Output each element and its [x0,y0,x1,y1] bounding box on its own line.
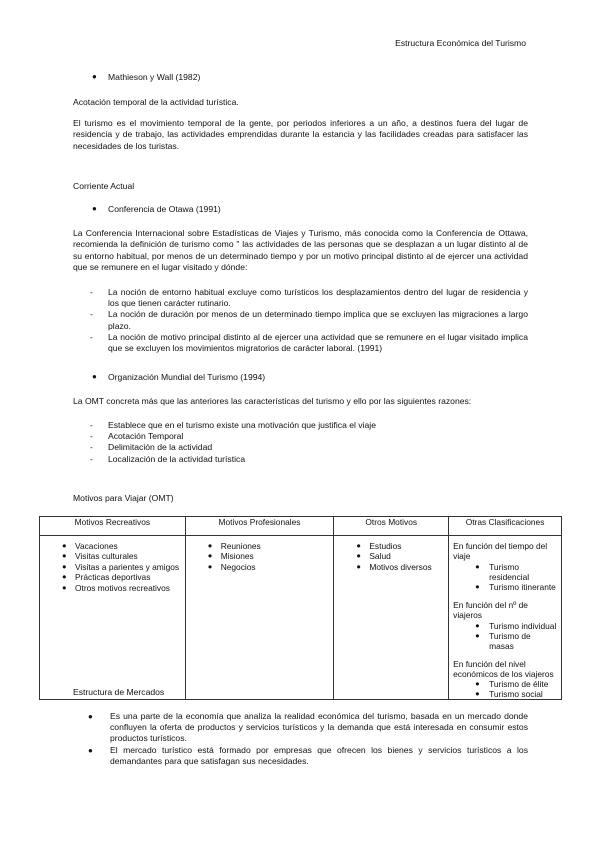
omt-reasons-list [90,420,528,465]
acotacion-heading: Acotación temporal de la actividad turística. [73,97,239,107]
list-item: ● Turismo de élite [475,679,549,690]
list-item: - Acotación Temporal [90,431,184,442]
corriente-heading: Corriente Actual [73,181,135,191]
bullet-dot-icon: ● [92,72,97,81]
ottawa-paragraph: La Conferencia Internacional sobre Estadísticas de Viajes y Turismo, más conocida como la Conferencia de Ottawa, recomienda la definición de turismo como " las actividades de las personas que se desplazan a un lugar distinto al de su entorno habitual, por menos de un determinado tiempo y por un motivo principal distinto al de ejercer una actividad que se remunere en el lugar visitado y dónde: [73,228,528,273]
mercados-list [88,711,528,767]
column-header: Otras Clasificaciones [449,517,562,536]
list-item: ● Vacaciones [62,541,118,551]
list-item: ● Es una parte de la economía que analiza la realidad económica del turismo, basada en un mercado donde confluyen la oferta de productos y servicios turísticos y la demanda que está interesada en consumir estos productos turísticos. [88,711,528,744]
list-item: ● Turismo social [475,689,543,700]
ottawa-notions-list [90,287,528,354]
list-item: - La noción de duración por menos de un determinado tiempo implica que se excluyen las migraciones a largo plazo. [90,309,528,331]
list-item: ● Motivos diversos [356,561,432,572]
list-item: ● Negocios [207,561,256,572]
list-item: ● Turismo residencial [475,561,530,582]
clasificaciones-cell [449,536,562,700]
list-item: ● Misiones [207,551,254,562]
clasificacion-group-title: En función del nº de viajeros [453,599,528,621]
bullet-dot-icon: ● [92,204,97,213]
column-header: Motivos Recreativos [40,517,186,536]
list-item: ● El mercado turístico está formado por empresas que ofrecen los bienes y servicios turísticos a los demandantes para que satisfagan sus necesidades. [88,744,528,766]
acotacion-paragraph: El turismo es el movimiento temporal de la gente, por periodos inferiores a un año, a destinos fuera del lugar de residencia y de trabajo, las actividades emprendidas durante la estancia y las facilidades creadas para satisfacer las necesidades de los turistas. [73,118,528,151]
list-item: ● Salud [356,551,391,562]
list-item: ● Turismo de masas [475,630,531,651]
table-header-row [40,517,562,536]
profesionales-cell [185,536,334,700]
bullet-dot-icon: ● [88,745,93,755]
document-page: Estructura Económica del Turismo ● Mathieson y Wall (1982) Acotación temporal de la actividad turística. El turismo es el movimiento temporal de la gente, por periodos inferiores a un año, a destinos fuera del lugar de residencia y de trabajo, las actividades emprendidas durante la estancia y las facilidades creadas para satisfacer las necesidades de los turistas. Corriente Actual ● Conferencia de Otawa (1991) La Conferencia Internacional sobre Estadísticas de Viajes y Turismo, más conocida como la Conferencia de Ottawa, recomienda la definición de turismo como " las actividades de las personas que se desplazan a un lugar distinto al de su entorno habitual, por menos de un determinado tiempo y por un motivo principal distinto al de ejercer una actividad que se remunere en el lugar visitado y dónde: - La noción de entorno habitual excluye como turísticos los desplazamientos dentro del lugar de residencia y los que tienen carácter rutinario. - La noción de duración por menos de un determinado tiempo implica que se excluyen las migraciones a largo plazo. - La noción de motivo principal distinto al de ejercer una actividad que se remunere en el lugar visitado implica que se excluyen los movimientos migratorios de carácter laboral. (1991) ● Organización Mundial del Turismo (1994) La OMT concreta más que las anteriores las características del turismo y ello por las siguientes razones: - Establece que en el turismo existe una motivación que justifica el viaje - Acotación Temporal - Delimitación de la actividad - Localización de la actividad turística Motivos para Viajar (OMT) Motivos Recreativos Motivos Profesionales Otros Motivos Otras Clasificaciones ● Vacaciones ● Visitas culturales ● Visitas a parientes y amigos ● Prácticas deportivas ● Otros motivos recreativos ● Reuniones ● Misiones ● Negocios ● Estudios ● Salud ● Motivos diversos En función del tiempo del viaje ● Turismo residencial ● Turismo itinerante En función del nº de viajeros ● Turismo individual ● Turismo de masas En función del nivel económicos de los viajeros ● Turismo de élite ● Turismo social Estructura de Mercados ● Es una parte de la economía que analiza la realidad económica del turismo, basada en un mercado donde confluyen la oferta de productos y servicios turísticos y la demanda que está interesada en consumir estos productos turísticos. ● El mercado turístico está formado por empresas que ofrecen los bienes y servicios turísticos a los demandantes para que satisfagan sus necesidades. [0,0,600,848]
motivos-heading: Motivos para Viajar (OMT) [73,493,174,503]
column-header: Otros Motivos [334,517,449,536]
list-item: - Establece que en el turismo existe una motivación que justifica el viaje [90,420,376,430]
list-item: ● Otros motivos recreativos [62,582,170,593]
list-item: ● Turismo itinerante [475,581,556,592]
list-item: ● Reuniones [207,541,261,551]
list-item: - La noción de entorno habitual excluye como turísticos los desplazamientos dentro del lugar de residencia y los que tienen carácter rutinario. [90,287,528,309]
list-item: - Delimitación de la actividad [90,442,213,453]
list-item: ● Turismo individual [475,620,557,631]
list-item: ● Visitas a parientes y amigos [62,561,180,572]
mercados-heading: Estructura de Mercados [73,687,165,697]
recreativos-cell [40,536,186,700]
bullet-dot-icon: ● [88,712,93,721]
list-item: - La noción de motivo principal distinto al de ejercer una actividad que se remunere en el lugar visitado implica que se excluyen los movimientos migratorios de carácter laboral. (1991) [90,331,528,354]
column-header: Motivos Profesionales [185,517,334,536]
clasificacion-group-title: En función del nivel económicos de los viajeros [453,658,554,680]
otros-cell [334,536,449,700]
list-item: ● Prácticas deportivas [62,572,151,583]
bullet-dot-icon: ● [92,372,97,381]
omt-paragraph: La OMT concreta más que las anteriores las características del turismo y ello por las siguientes razones: [73,396,472,406]
motivos-table [39,516,562,700]
table-row [40,536,562,700]
list-item: - Localización de la actividad turística [90,453,246,464]
list-item: ● Visitas culturales [62,551,138,562]
clasificacion-group-title: En función del tiempo del viaje [453,541,548,562]
running-header: Estructura Económica del Turismo [395,38,526,48]
list-item: ● Estudios [356,541,402,551]
